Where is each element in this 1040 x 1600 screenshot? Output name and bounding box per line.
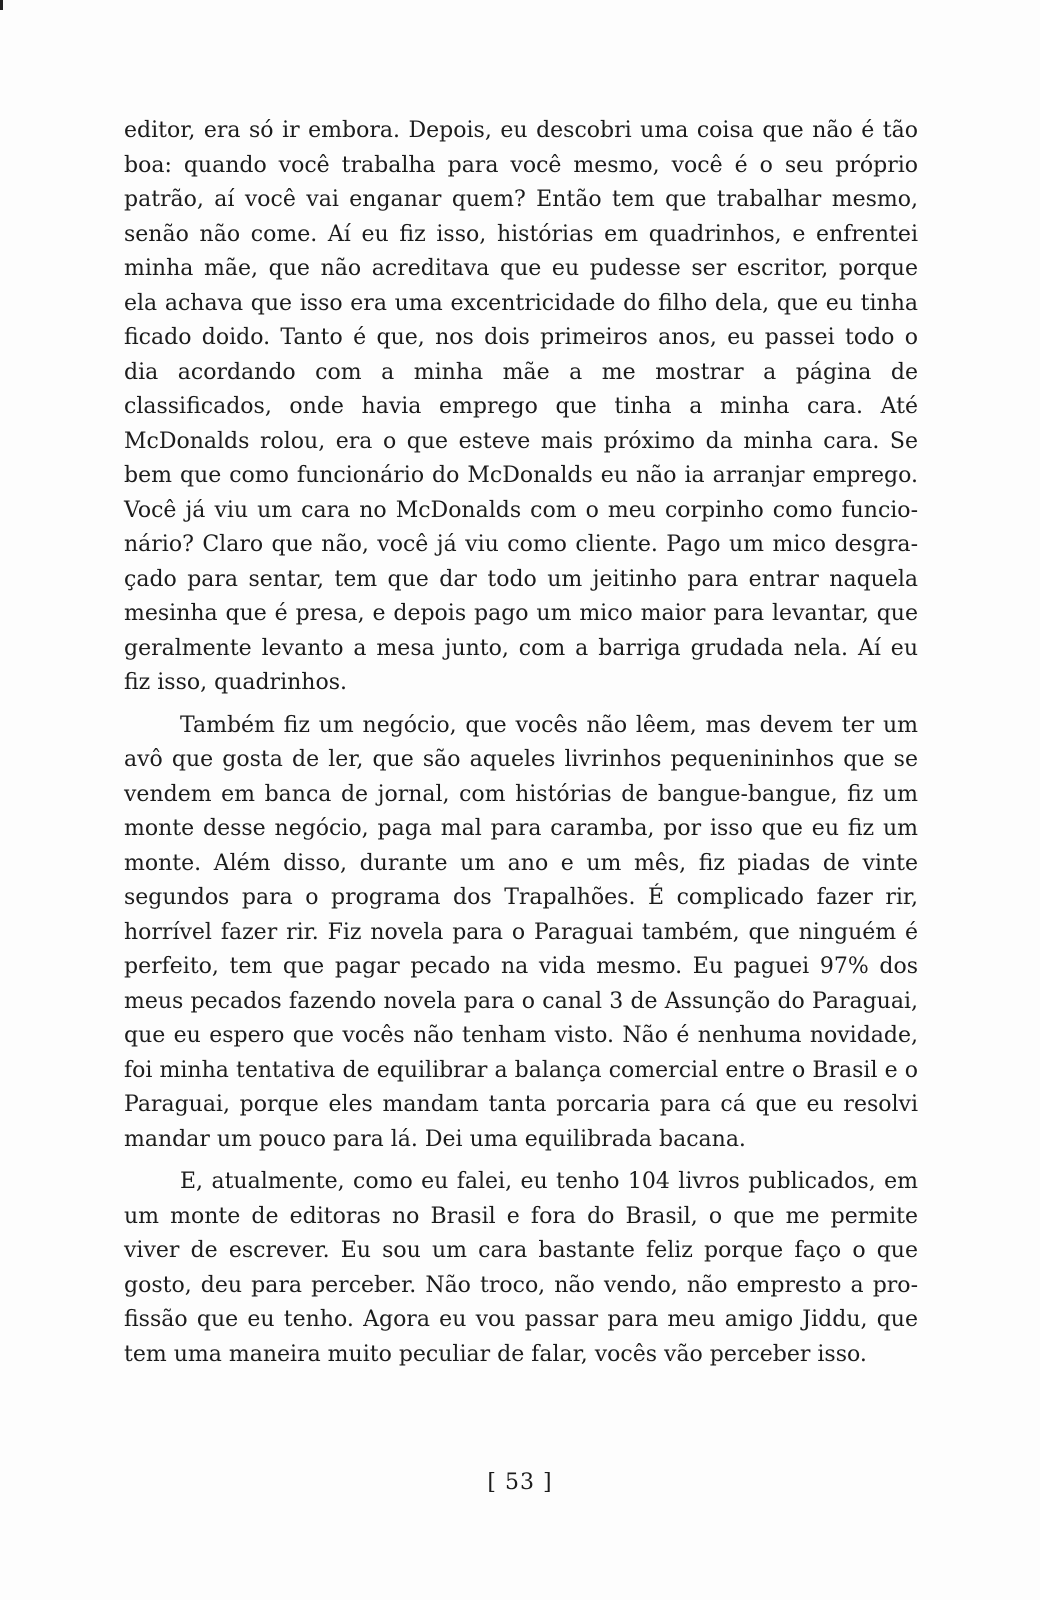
paragraph-3: E, atualmente, como eu falei, eu tenho 104 livros publicados, em um monte de editoras no Brasil e fora do Brasil, o que me permite viver de escrever. Eu sou um cara bastante feliz porque faço o que gosto, deu para perceber. Não troco, não vendo, não empresto a profissão que eu tenho. Agora eu vou passar para meu amigo Jiddu, que tem uma maneira muito peculiar de falar, vocês vão perceber isso.: [124, 1169, 918, 1367]
page-number: [ 53 ]: [487, 1470, 553, 1495]
paragraph-1: editor, era só ir embora. Depois, eu descobri uma coisa que não é tão boa: quando você trabalha para você mesmo, você é o seu próprio patrão, aí você vai enganar quem? Então tem que trabalhar mesmo, senão não come. Aí eu fiz isso, histórias em quadrinhos, e enfrentei minha mãe, que não acreditava que eu pudesse ser escritor, porque ela achava que isso era uma excentricidade do filho dela, que eu tinha ficado doido. Tanto é que, nos dois primeiros anos, eu passei todo o dia acordando com a minha mãe a me mostrar a página de classificados, onde havia emprego que tinha a minha cara. Até McDonalds rolou, era o que esteve mais próximo da minha cara. Se bem que como funcionário do McDonalds eu não ia arranjar emprego. Você já viu um cara no McDonalds com o meu corpinho como funcionário? Claro que não, você já viu como cliente. Pago um mico desgraçado para sentar, tem que dar todo um jeitinho para entrar naquela mesinha que é presa, e depois pago um mico maior para levantar, que geralmente levanto a mesa junto, com a barriga grudada nela. Aí eu fiz isso, quadrinhos.: [124, 118, 918, 695]
body-text: [124, 114, 918, 1372]
scan-edge-mark: [0, 0, 3, 10]
paragraph-2: Também fiz um negócio, que vocês não lêem, mas devem ter um avô que gosta de ler, que são aqueles livrinhos pequenininhos que se vendem em banca de jornal, com histórias de bangue-bangue, fiz um monte desse negócio, paga mal para caramba, por isso que eu fiz um monte. Além disso, durante um ano e um mês, fiz piadas de vinte segundos para o programa dos Trapalhões. É complicado fazer rir, horrível fazer rir. Fiz novela para o Paraguai também, que ninguém é perfeito, tem que pagar pecado na vida mesmo. Eu paguei 97% dos meus pecados fazendo novela para o canal 3 de Assunção do Paraguai, que eu espero que vocês não tenham visto. Não é nenhuma novidade, foi minha tentativa de equilibrar a balança comercial entre o Brasil e o Paraguai, porque eles mandam tanta porcaria para cá que eu resolvi mandar um pouco para lá. Dei uma equilibrada bacana.: [124, 712, 918, 1152]
